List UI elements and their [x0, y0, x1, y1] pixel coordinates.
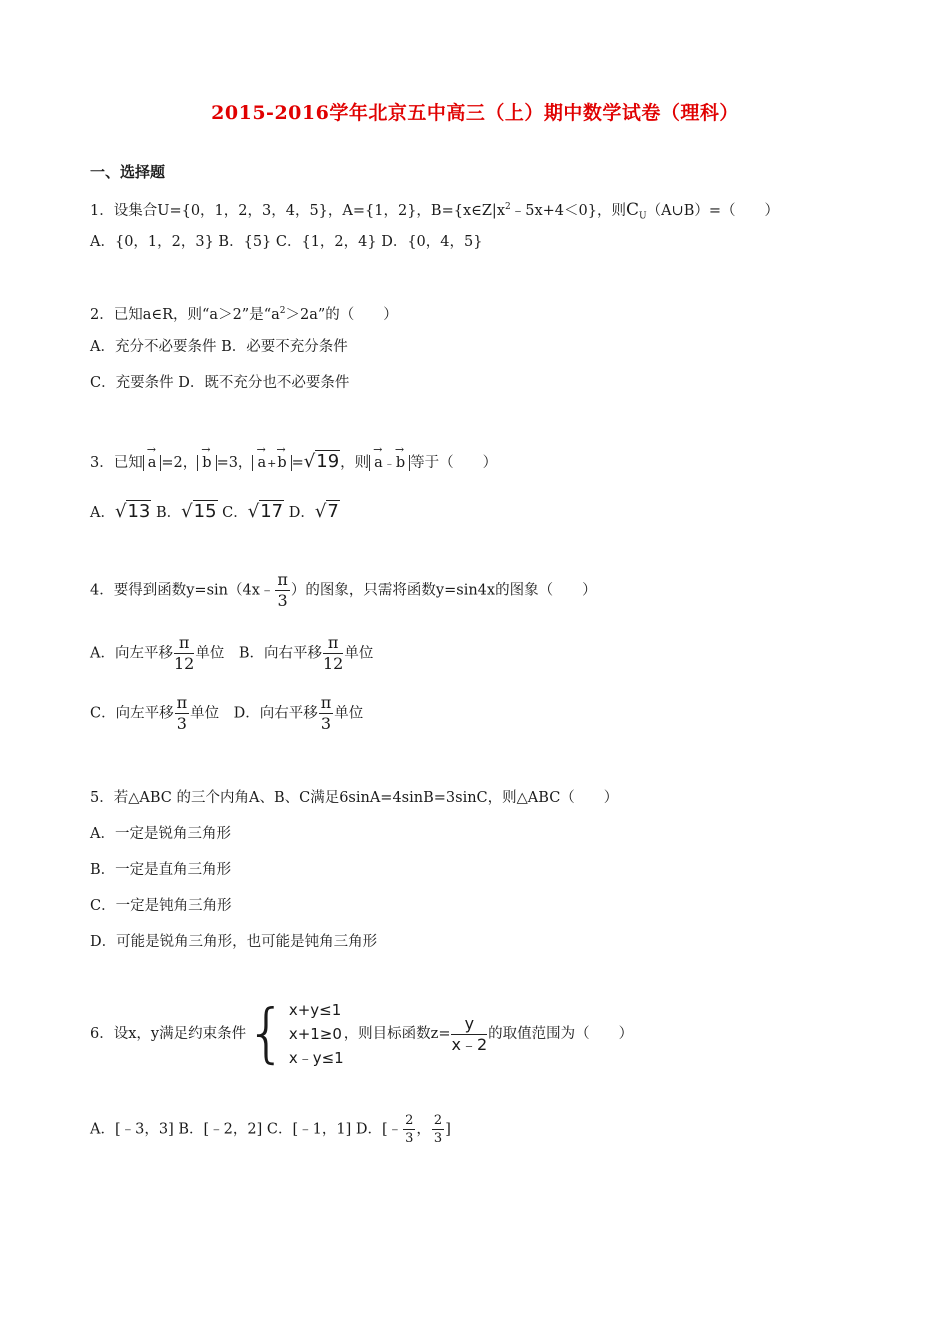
question-5-option-c: C．一定是钝角三角形	[90, 898, 232, 914]
question-3-options: A．√13 B．√15 C．√17 D．√7	[90, 501, 339, 522]
question-5-option-d: D．可能是锐角三角形，也可能是钝角三角形	[90, 934, 378, 950]
question-4-options-ab: A．向左平移 $\frac{\pi}{12}$ 单位 B．向右平移 $\frac{\pi}{12}$ 单位	[90, 633, 374, 673]
abs-vector-a: → a	[143, 455, 162, 471]
question-1-stem: 1．设集合U={0，1，2，3，4，5}，A={1，2}，$B=\{x\in Z|x^2﹣5x+4<0\}$，则$C_U(A\cup B)=$（ ）	[90, 199, 780, 222]
question-3-stem: 3．已知→ a =2，→ b =3，→ a+→ b =√19，则→ a﹣→ b 等于（ ）	[90, 452, 497, 474]
question-2-stem: 2．已知a∈R，则“a＞2”是“$a^2>2a$”的（ ）	[90, 306, 398, 323]
sqrt-7: √7	[314, 501, 339, 522]
question-5-option-b: B．一定是直角三角形	[90, 862, 232, 878]
fraction-pi-over-12: $\frac{\pi}{12}$	[173, 633, 195, 673]
question-4-options-cd: C．向左平移 $\frac{\pi}{3}$ 单位 D．向右平移 $\frac{\pi}{3}$ 单位	[90, 693, 364, 733]
question-2-options-ab: A．充分不必要条件 B．必要不充分条件	[90, 339, 348, 355]
fraction-2-over-3: $\frac{2}{3}$	[433, 1113, 443, 1146]
abs-vector-b: → b	[197, 455, 216, 471]
sqrt-17: √17	[247, 501, 284, 522]
constraint-system: x+y≤1 x+1≥0 x﹣y≤1	[288, 1001, 344, 1067]
page-title: 2015-2016学年北京五中高三（上）期中数学试卷（理科）	[211, 102, 739, 124]
question-5-option-a: A．一定是锐角三角形	[90, 826, 231, 842]
question-4-stem: 4．要得到函数y=sin（4x﹣ $\frac{\pi}{3}$ ）的图象，只需将函数y=sin4x的图象（ ）	[90, 570, 597, 610]
question-1-options: A．{0，1，2，3} B．{5} C．{1，2，4} D．{0，4，5}	[90, 234, 483, 250]
fraction-pi-over-12: $\frac{\pi}{12}$	[323, 633, 344, 673]
fraction-y-over-x-minus-2: $\frac{y}{x﹣2}$	[451, 1013, 488, 1054]
fraction-pi-over-3: $\frac{\pi}{3}$	[277, 570, 288, 610]
question-6-stem: 6．设x，y满足约束条件{ x+y≤1 x+1≥0 x﹣y≤1 ，则目标函数z= $\frac{y}{x﹣2}$ 的取值范围为（ ）	[90, 997, 634, 1071]
question-6-options: A．[﹣3，3] B．[﹣2，2] C．[﹣1，1] D．[﹣ $\frac{2}{3}$ ， $\frac{2}{3}$ ]	[90, 1113, 451, 1146]
sqrt-19: √19	[303, 451, 340, 472]
section-heading: 一、选择题	[90, 163, 166, 181]
question-5-stem: 5．若△ABC 的三个内角A、B、C满足6sinA=4sinB=3sinC，则△ABC（ ）	[90, 790, 619, 806]
left-brace: {	[246, 997, 287, 1071]
fraction-pi-over-3: $\frac{\pi}{3}$	[320, 693, 332, 733]
sqrt-15: √15	[181, 501, 217, 522]
abs-vector-sum: → a+→ b	[252, 455, 291, 471]
question-2-options-cd: C．充要条件 D．既不充分也不必要条件	[90, 375, 350, 391]
abs-vector-diff: → a﹣→ b	[369, 455, 410, 471]
fraction-2-over-3: $\frac{2}{3}$	[405, 1113, 414, 1146]
fraction-pi-over-3: $\frac{\pi}{3}$	[176, 693, 188, 733]
sqrt-13: √13	[114, 501, 151, 522]
